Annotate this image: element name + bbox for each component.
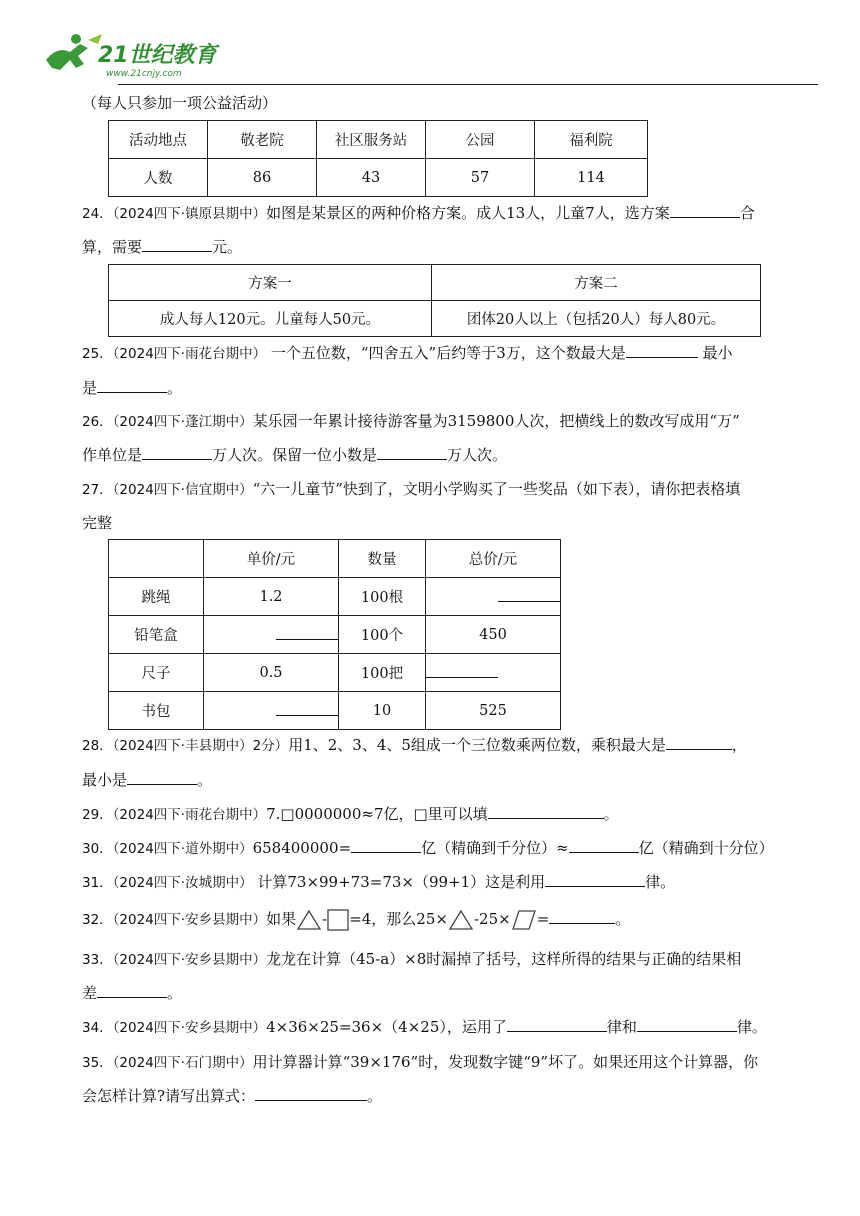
question-24-line2: 算，需要 元。: [82, 238, 243, 256]
plan1-text: 成人每人120元。儿童每人50元。: [109, 301, 432, 337]
table-header: 总价/元: [426, 540, 561, 578]
answer-blank[interactable]: [97, 378, 167, 393]
answer-blank[interactable]: [545, 872, 645, 887]
question-35-line2: 会怎样计算?请写出算式： 。: [82, 1087, 383, 1105]
table-header: 活动地点: [109, 121, 208, 159]
table-cell: 人数: [109, 159, 208, 197]
question-27-line2: 完整: [82, 514, 113, 532]
question-28-line2: 最小是 。: [82, 771, 213, 789]
answer-blank[interactable]: [142, 445, 212, 460]
page-header: [40, 30, 780, 86]
answer-blank[interactable]: [549, 909, 615, 924]
answer-blank[interactable]: [127, 770, 197, 785]
plan2-text: 团体20人以上（包括20人）每人80元。: [432, 301, 761, 337]
answer-blank[interactable]: [626, 343, 698, 358]
table-header: 公园: [426, 121, 535, 159]
table-header: 数量: [339, 540, 426, 578]
plan1-title: 方案一: [109, 265, 432, 301]
answer-blank[interactable]: [670, 203, 740, 218]
answer-blank[interactable]: [276, 625, 338, 640]
header-divider: [118, 84, 818, 85]
question-33-line2: 差 。: [82, 984, 183, 1002]
table-row: 跳绳 1.2 100根: [109, 578, 561, 616]
triangle-icon: [296, 909, 322, 931]
intro-note: （每人只参加一项公益活动）: [82, 94, 278, 112]
question-26-line2: 作单位是 万人次。保留一位小数是 万人次。: [82, 446, 508, 464]
table-cell: 57: [426, 159, 535, 197]
answer-blank[interactable]: [97, 983, 167, 998]
table-header: 社区服务站: [317, 121, 426, 159]
table-cell: 114: [535, 159, 648, 197]
question-28: 28．（2024四下·丰县期中）2分）用1、2、3、4、5组成一个三位数乘两位数，乘积最大是 ，: [82, 736, 747, 754]
table-cell: 86: [208, 159, 317, 197]
question-27: 27．（2024四下·信宜期中）“六一儿童节”快到了，文明小学购买了一些奖品（如下表），请你把表格填: [82, 480, 741, 498]
answer-blank[interactable]: [142, 237, 212, 252]
question-34: 34．（2024四下·安乡县期中）4×36×25=36×（4×25），运用了 律和 律。: [82, 1018, 767, 1036]
triangle-icon: [448, 909, 474, 931]
question-25-line2: 是 。: [82, 379, 183, 397]
prize-table: [108, 539, 561, 730]
table-header: 福利院: [535, 121, 648, 159]
answer-blank[interactable]: [351, 838, 421, 853]
question-25: 25．（2024四下·雨花台期中） 一个五位数，“四舍五入”后约等于3万，这个数最大是 最小: [82, 344, 733, 362]
table-cell: 43: [317, 159, 426, 197]
answer-blank[interactable]: [426, 663, 498, 678]
answer-blank[interactable]: [488, 804, 604, 819]
plan2-title: 方案二: [432, 265, 761, 301]
answer-blank[interactable]: [507, 1017, 607, 1032]
answer-blank[interactable]: [255, 1086, 367, 1101]
logo-21cnjy: [40, 30, 220, 82]
parallelogram-icon: [511, 909, 537, 931]
question-35: 35．（2024四下·石门期中）用计算器计算“39×176”时，发现数字键“9”坏了。如果还用这个计算器，你: [82, 1053, 759, 1071]
table-header: 敬老院: [208, 121, 317, 159]
question-24: 24．（2024四下·镇原县期中）如图是某景区的两种价格方案。成人13人，儿童7人，选方案 合: [82, 204, 755, 222]
svg-text:www.21cnjy.com: www.21cnjy.com: [106, 69, 182, 79]
square-icon: [327, 909, 349, 931]
question-33: 33．（2024四下·安乡县期中）龙龙在计算（45-a）×8时漏掉了括号，这样所得的结果与正确的结果相: [82, 950, 742, 968]
plan-table: [108, 264, 761, 337]
answer-blank[interactable]: [498, 587, 560, 602]
table-header: [109, 540, 204, 578]
question-31: 31．（2024四下·汝城期中） 计算73×99+73=73×（99+1）这是利用 律。: [82, 873, 676, 891]
question-26: 26．（2024四下·蓬江期中）某乐园一年累计接待游客量为3159800人次，把横线上的数改写成用“万”: [82, 412, 740, 430]
question-30: 30．（2024四下·道外期中）658400000= 亿（精确到千分位）≈ 亿（精确到十分位）: [82, 839, 774, 857]
table-row: 尺子 0.5 100把: [109, 654, 561, 692]
svg-text:21世纪教育: 21世纪教育: [98, 43, 217, 68]
activity-table: [108, 120, 648, 197]
answer-blank[interactable]: [569, 838, 639, 853]
table-header: 单价/元: [204, 540, 339, 578]
table-row: 书包 10 525: [109, 692, 561, 730]
answer-blank[interactable]: [377, 445, 447, 460]
table-row: 铅笔盒 100个 450: [109, 616, 561, 654]
question-32: 32．（2024四下·安乡县期中）如果 - =4，那么25× -25× = 。: [82, 908, 630, 931]
answer-blank[interactable]: [637, 1017, 737, 1032]
question-29: 29．（2024四下·雨花台期中）7.□0000000≈7亿，□里可以填 。: [82, 805, 619, 823]
answer-blank[interactable]: [666, 735, 732, 750]
answer-blank[interactable]: [276, 701, 338, 716]
